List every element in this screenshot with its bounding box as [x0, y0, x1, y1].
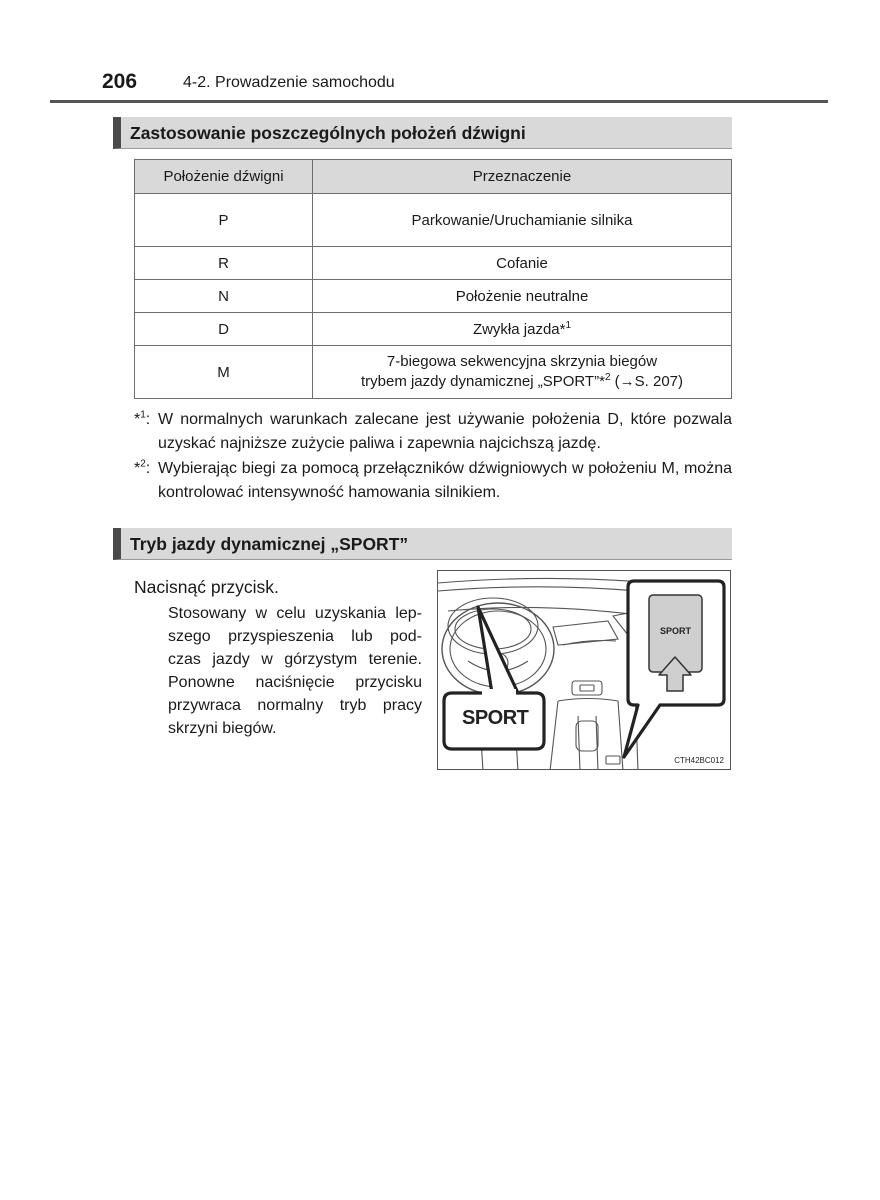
description-paragraph [168, 602, 422, 740]
purpose-text: trybem jazdy dynamicznej „SPORT”* [360, 373, 605, 390]
footnote-marker: *$^2$: [134, 458, 151, 477]
section-heading-text: Zastosowanie poszczególnych położeń dźwigni [130, 123, 526, 143]
purpose-line-1: 7-biegowa sekwencyjna skrzynia biegów [386, 353, 658, 370]
figure-code: CTH42BC012 [674, 756, 724, 765]
footnote-text: W normalnych warunkach zalecane jest używanie położenia D, które pozwala uzyskać najniższe zużycie paliwa i zapewnia najcichszą jazdę. [158, 411, 732, 452]
section-heading-lever-positions [113, 117, 732, 149]
table-cell-position: N [135, 280, 313, 313]
footnote-ref: 2 [604, 372, 611, 383]
header-divider [50, 100, 828, 103]
table-row [135, 313, 732, 346]
page-number: 206 [102, 70, 138, 93]
footnote-marker: *$^1$: [134, 409, 151, 428]
description-line: przywraca normalny tryb pracy [168, 697, 422, 714]
instruction-text: Nacisnąć przycisk. [134, 577, 279, 597]
section-heading-text: Tryb jazdy dynamicznej „SPORT” [130, 534, 409, 554]
table-cell-position: M [135, 346, 313, 399]
table-cell-purpose: Parkowanie/Uruchamianie silnika [313, 194, 732, 247]
sport-callout-label: SPORT [462, 707, 529, 729]
description-line: skrzyni biegów. [168, 720, 277, 737]
chapter-title: 4-2. Prowadzenie samochodu [183, 74, 395, 91]
section-heading-sport-mode [113, 528, 732, 560]
table-cell-purpose [313, 313, 732, 346]
footnote-2 [134, 457, 732, 505]
table-cell-purpose: Cofanie [313, 247, 732, 280]
table-header-row [135, 160, 732, 194]
table-row [135, 247, 732, 280]
purpose-text: Zwykła jazda* [472, 320, 566, 338]
description-line: Stosowany w celu uzyskania lep- [168, 605, 422, 622]
dashboard-drawing [438, 571, 731, 770]
column-header: Położenie dźwigni [135, 160, 313, 194]
table-cell-position: R [135, 247, 313, 280]
footnote-1 [134, 408, 732, 456]
description-line: czas jazdy w górzystym terenie. [168, 651, 422, 668]
table-cell-purpose [313, 346, 732, 399]
page-reference: (→S. 207) [610, 373, 684, 390]
description-line: Ponowne naciśnięcie przycisku [168, 674, 422, 691]
column-header: Przeznaczenie [313, 160, 732, 194]
table-row [135, 346, 732, 399]
table-cell-position: P [135, 194, 313, 247]
table-row [135, 280, 732, 313]
lever-position-table [134, 159, 732, 399]
description-line: szego przyspieszenia lub pod- [168, 628, 422, 645]
table-cell-purpose: Położenie neutralne [313, 280, 732, 313]
footnote-ref: 1 [565, 319, 572, 331]
sport-button-illustration [437, 570, 731, 770]
sport-button-label: SPORT [660, 626, 692, 636]
purpose-line-2 [313, 372, 731, 392]
table-cell-position: D [135, 313, 313, 346]
table-row [135, 194, 732, 247]
footnote-text: Wybierając biegi za pomocą przełączników dźwigniowych w położeniu M, można kontrolować intensywność hamowania silnikiem. [158, 460, 732, 501]
